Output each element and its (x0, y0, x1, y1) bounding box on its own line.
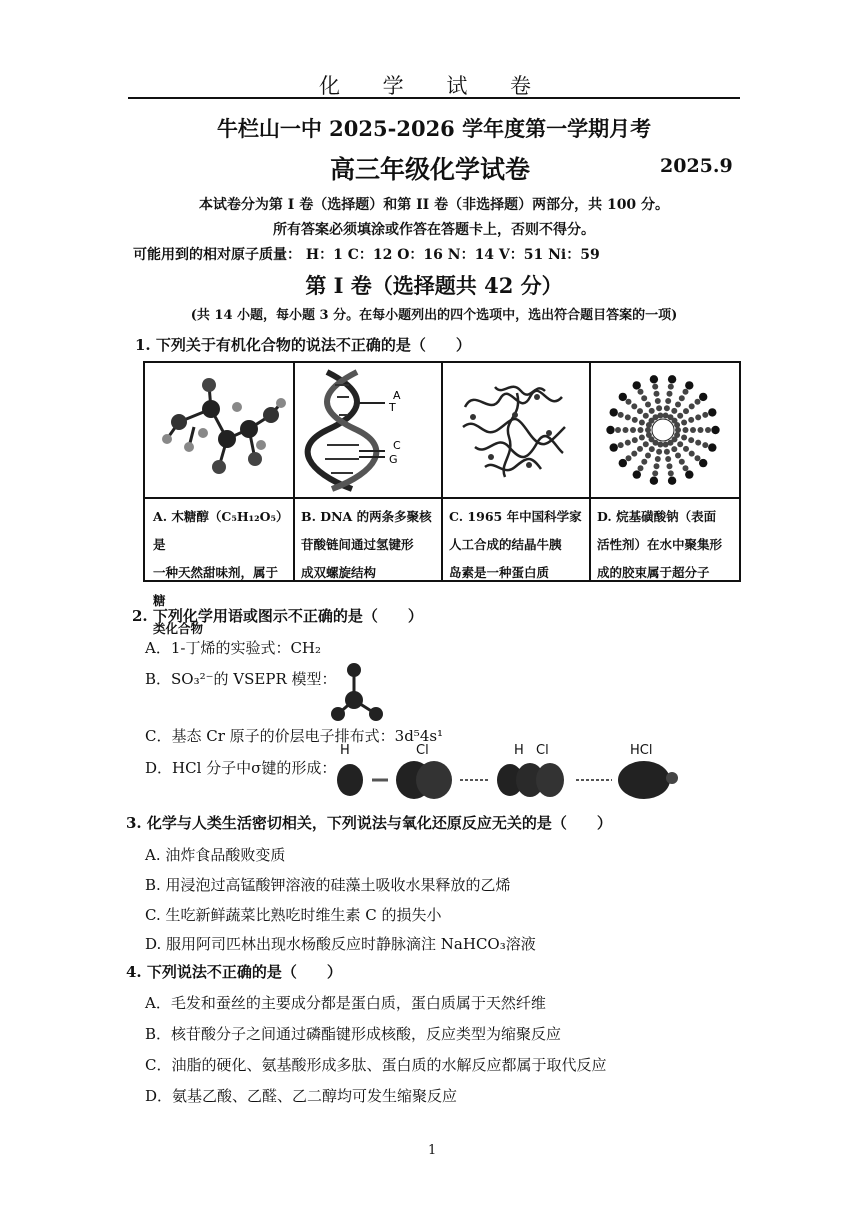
micelle-bead (688, 417, 694, 423)
micelle-bead (679, 459, 685, 465)
label-cl: Cl (536, 743, 549, 758)
micelle-bead (615, 427, 621, 433)
micelle-bead (699, 393, 707, 401)
micelle-bead (675, 402, 681, 408)
micelle-bead (695, 455, 701, 461)
micelle-bead (638, 465, 644, 471)
micelle-bead (649, 408, 655, 414)
so3-vsepr-model-image (330, 662, 390, 724)
micelle-bead (681, 435, 687, 441)
micelle-bead (679, 395, 685, 401)
micelle-bead (708, 408, 716, 416)
micelle-bead (626, 455, 632, 461)
micelle-bead (702, 412, 708, 418)
q2-option-c: C．基态 Cr 原子的价层电子排布式：3d⁵4s¹ (145, 727, 444, 745)
micelle-bead (649, 446, 655, 452)
micelle-bead (668, 470, 674, 476)
micelle-bead (664, 449, 670, 455)
micelle-bead (685, 381, 693, 389)
micelle-bead (677, 413, 683, 419)
insulin-protein-image (445, 367, 585, 493)
micelle-bead (663, 442, 669, 448)
q1-option-b-line: B. DNA 的两条多聚核 (301, 509, 432, 524)
micelle-bead (677, 441, 683, 447)
micelle-bead (683, 389, 689, 395)
micelle-bead (650, 477, 658, 485)
micelle-bead (655, 456, 661, 462)
header-divider (128, 97, 740, 99)
micelle-bead (688, 437, 694, 443)
micelle-bead (632, 437, 638, 443)
q1-option-c (449, 503, 585, 587)
micelle-bead (683, 427, 689, 433)
micelle-bead (630, 427, 636, 433)
micelle-image (593, 367, 733, 493)
xylitol-molecule-image (149, 367, 289, 493)
micelle-bead (641, 395, 647, 401)
table-divider (145, 497, 739, 499)
page-header-title: 化 学 试 卷 (318, 74, 550, 98)
micelle-bead (674, 422, 680, 428)
q1-option-d (597, 503, 733, 587)
micelle-bead (699, 459, 707, 467)
label-h: H (340, 743, 350, 758)
q1-option-b (301, 503, 437, 587)
page-number: 1 (428, 1143, 437, 1158)
q1-option-b-line: 成双螺旋结构 (301, 565, 377, 580)
micelle-bead (702, 442, 708, 448)
exam-date: 2025.9 (660, 155, 733, 177)
micelle-bead (695, 414, 701, 420)
micelle-bead (619, 459, 627, 467)
micelle-bead (683, 465, 689, 471)
q4-option-d: D．氨基乙酸、乙醛、乙二醇均可发生缩聚反应 (145, 1087, 458, 1105)
micelle-bead (623, 427, 629, 433)
micelle-bead (657, 413, 663, 419)
micelle-bead (683, 446, 689, 452)
micelle-bead (695, 399, 701, 405)
micelle-bead (645, 427, 651, 433)
micelle-bead (633, 470, 641, 478)
micelle-bead (631, 403, 637, 409)
q1-option-d-line: 成的胶束属于超分子 (597, 565, 710, 580)
q2-option-b: B．SO₃²⁻的 VSEPR 模型： (145, 670, 337, 688)
q3-option-d: D. 服用阿司匹林出现水杨酸反应时静脉滴注 NaHCO₃溶液 (145, 935, 536, 953)
exam-title: 高三年级化学试卷 (330, 155, 531, 184)
micelle-bead (632, 417, 638, 423)
dna-label-t: T (389, 401, 396, 414)
q2-option-d: D．HCl 分子中σ键的形成： (145, 759, 337, 777)
micelle-bead (708, 443, 716, 451)
school-exam-line: 牛栏山一中 2025-2026 学年度第一学期月考 (216, 116, 652, 141)
micelle-bead (656, 405, 662, 411)
table-divider (293, 363, 295, 580)
micelle-bead (618, 412, 624, 418)
q4-stem: 4. 下列说法不正确的是（ ） (126, 963, 342, 981)
micelle-bead (633, 381, 641, 389)
table-divider (441, 363, 443, 580)
q1-option-a-line: 类化合物 (153, 621, 204, 636)
micelle-bead (695, 440, 701, 446)
micelle-bead (641, 459, 647, 465)
dna-label-a: A (393, 389, 401, 402)
micelle-bead (643, 441, 649, 447)
micelle-bead (665, 456, 671, 462)
q3-option-a: A. 油炸食品酸败变质 (145, 846, 286, 864)
q3-stem: 3. 化学与人类生活密切相关，下列说法与氧化还原反应无关的是（ ） (126, 814, 612, 832)
micelle-bead (665, 398, 671, 404)
q4-option-b: B．核苷酸分子之间通过磷酯键形成核酸，反应类型为缩聚反应 (145, 1025, 562, 1043)
micelle-bead (675, 453, 681, 459)
micelle-bead (685, 470, 693, 478)
micelle-bead (681, 420, 687, 426)
micelle-bead (638, 427, 644, 433)
micelle-bead (654, 463, 660, 469)
micelle-bead (618, 442, 624, 448)
micelle-bead (606, 426, 614, 434)
q1-option-d-line: 活性剂）在水中聚集形 (597, 537, 723, 552)
micelle-bead (625, 414, 631, 420)
micelle-bead (667, 463, 673, 469)
q1-option-c-line: 人工合成的结晶牛胰 (449, 537, 562, 552)
micelle-bead (671, 408, 677, 414)
dna-label-c: C (393, 439, 401, 452)
q1-option-b-line: 苷酸链间通过氢键形 (301, 537, 414, 552)
label-cl: Cl (416, 743, 429, 758)
section-1-title: 第 I 卷（选择题共 42 分） (305, 273, 563, 298)
q1-option-c-line: C. 1965 年中国科学家 (449, 509, 582, 524)
micelle-bead (705, 427, 711, 433)
micelle-bead (652, 384, 658, 390)
micelle-bead (668, 375, 676, 383)
section-1-note: (共 14 小题，每小题 3 分。在每小题列出的四个选项中，选出符合题目答案的一项) (190, 308, 678, 323)
micelle-bead (690, 427, 696, 433)
q3-option-b: B. 用浸泡过高锰酸钾溶液的硅藻土吸收水果释放的乙烯 (145, 876, 511, 894)
micelle-bead (668, 477, 676, 485)
micelle-bead (637, 408, 643, 414)
micelle-bead (626, 399, 632, 405)
micelle-bead (619, 393, 627, 401)
atomic-masses: 可能用到的相对原子质量： H：1 C：12 O：16 N：14 V：51 Ni：59 (133, 247, 600, 263)
micelle-bead (667, 391, 673, 397)
micelle-bead (631, 451, 637, 457)
micelle-bead (625, 440, 631, 446)
micelle-bead (637, 446, 643, 452)
q2-stem: 2. 下列化学用语或图示不正确的是（ ） (132, 607, 423, 625)
micelle-bead (671, 446, 677, 452)
table-divider (589, 363, 591, 580)
q1-stem: 1. 下列关于有机化合物的说法不正确的是（ ） (135, 336, 471, 354)
q1-option-c-line: 岛素是一种蛋白质 (449, 565, 550, 580)
dna-label-g: G (389, 453, 398, 466)
micelle-bead (668, 384, 674, 390)
micelle-bead (645, 453, 651, 459)
micelle-bead (683, 408, 689, 414)
micelle-bead (675, 427, 681, 433)
micelle-bead (646, 432, 652, 438)
micelle-bead (643, 413, 649, 419)
dna-helix-image (297, 367, 437, 493)
micelle-bead (639, 435, 645, 441)
hcl-sigma-bond-image (330, 740, 690, 802)
micelle-bead (645, 402, 651, 408)
q2-option-a: A．1-丁烯的实验式：CH₂ (145, 639, 322, 657)
q1-option-d-line: D. 烷基磺酸钠（表面 (597, 509, 717, 524)
micelle-bead (652, 470, 658, 476)
micelle-bead (610, 443, 618, 451)
micelle-bead (655, 398, 661, 404)
micelle-bead (639, 420, 645, 426)
micelle-bead (638, 389, 644, 395)
micelle-bead (689, 451, 695, 457)
label-hcl: HCl (630, 743, 653, 758)
q4-option-c: C．油脂的硬化、氨基酸形成多肽、蛋白质的水解反应都属于取代反应 (145, 1056, 607, 1074)
micelle-bead (610, 408, 618, 416)
micelle-bead (664, 405, 670, 411)
micelle-bead (689, 403, 695, 409)
q1-option-a-line: A. 木糖醇（C₅H₁₂O₅）是 (153, 509, 289, 552)
instructions-line-2: 所有答案必须填涂或作答在答题卡上，否则不得分。 (273, 222, 595, 238)
micelle-bead (656, 449, 662, 455)
micelle-bead (711, 426, 719, 434)
q1-option-a-line: 一种天然甜味剂，属于糖 (153, 565, 279, 608)
q3-option-c: C. 生吃新鲜蔬菜比熟吃时维生素 C 的损失小 (145, 906, 442, 924)
label-h: H (514, 743, 524, 758)
q4-option-a: A．毛发和蚕丝的主要成分都是蛋白质，蛋白质属于天然纤维 (145, 994, 546, 1012)
micelle-bead (698, 427, 704, 433)
micelle-bead (654, 391, 660, 397)
micelle-bead (650, 375, 658, 383)
instructions-line-1: 本试卷分为第 I 卷（选择题）和第 II 卷（非选择题）两部分，共 100 分。 (198, 197, 670, 213)
